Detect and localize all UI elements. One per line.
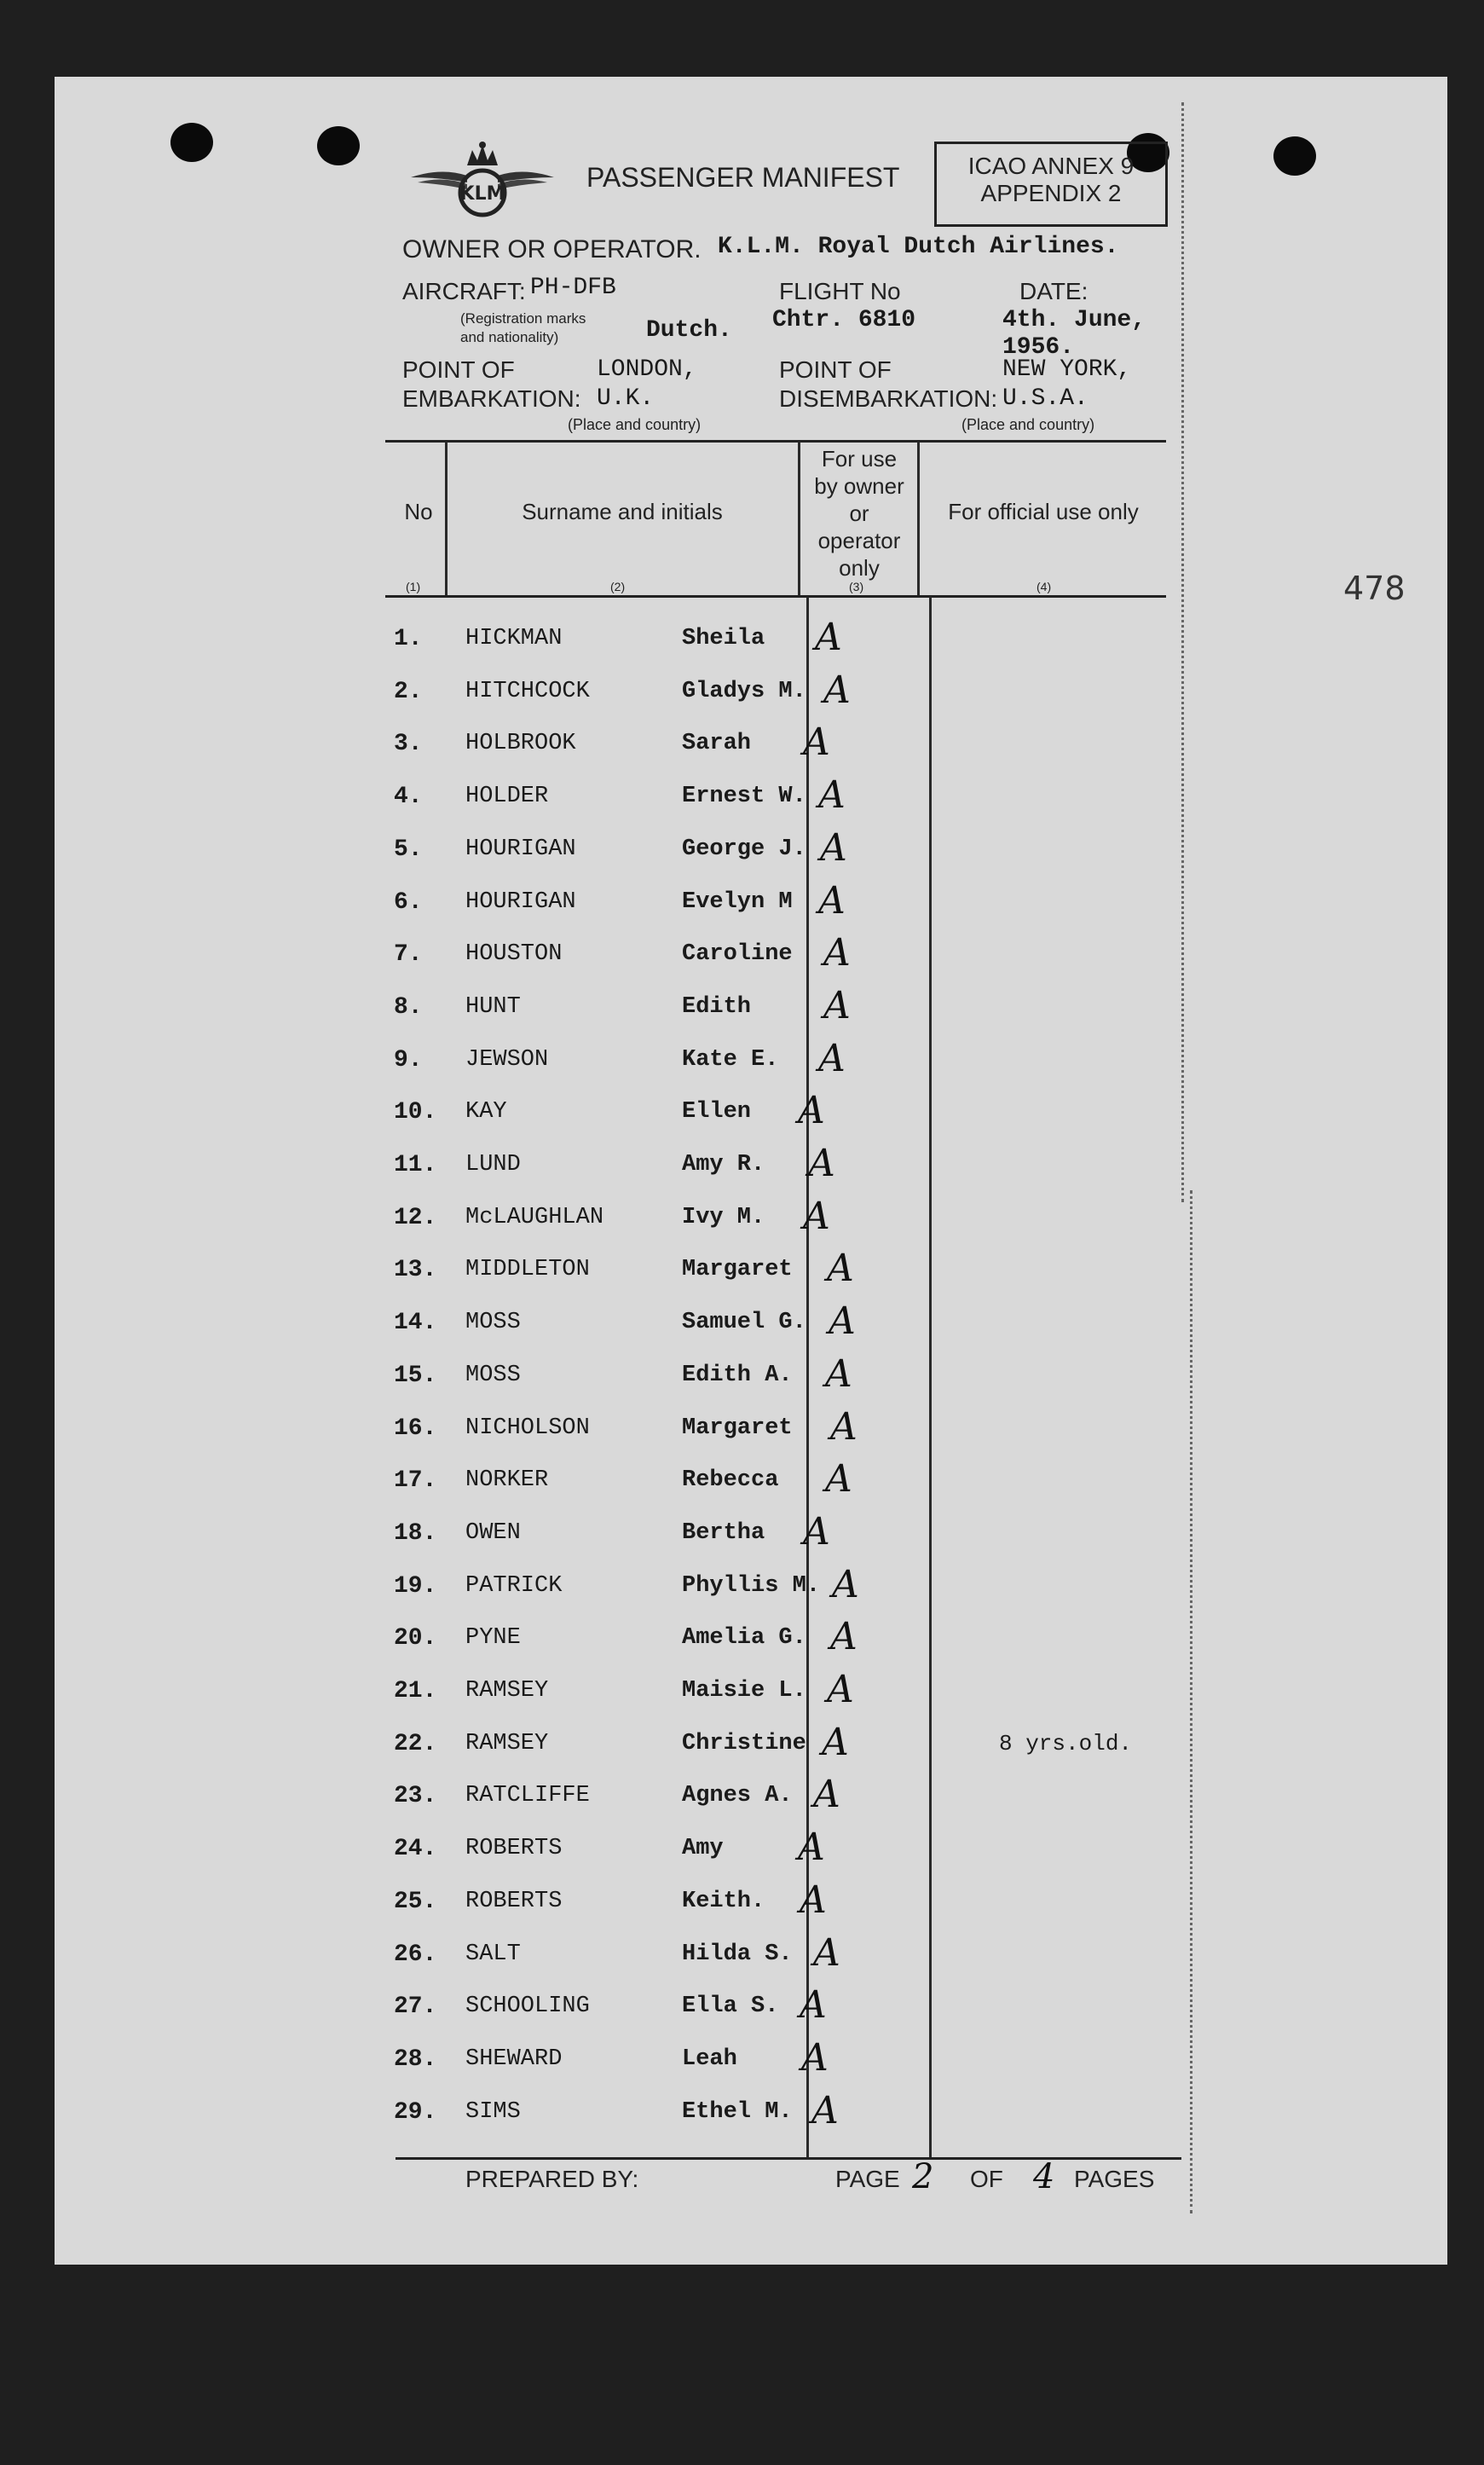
embarkation-country: U.K.	[597, 385, 655, 412]
icao-annex-line1: ICAO ANNEX 9	[967, 153, 1135, 179]
row-surname: HITCHCOCK	[465, 679, 590, 704]
row-number: 22.	[394, 1731, 437, 1757]
row-owner-mark: A	[798, 1089, 825, 1132]
row-given-name: Phyllis M.	[682, 1573, 821, 1599]
flight-value: Chtr. 6810	[772, 307, 916, 333]
col-header-owner-use-line3: or	[849, 501, 869, 526]
row-owner-mark: A	[830, 1405, 857, 1449]
col-header-owner-use-line5: only	[839, 555, 880, 581]
embarkation-label-2: EMBARKATION:	[402, 385, 581, 412]
table-row	[0, 1983, 1484, 2040]
table-row	[0, 1878, 1484, 1935]
row-number: 14.	[394, 1310, 437, 1336]
row-number: 6.	[394, 889, 423, 916]
table-row	[0, 668, 1484, 725]
table-row	[0, 1668, 1484, 1724]
date-label: DATE:	[1019, 278, 1088, 304]
row-number: 3.	[394, 731, 423, 757]
table-row	[0, 984, 1484, 1040]
row-number: 17.	[394, 1467, 437, 1494]
row-owner-mark: A	[823, 931, 851, 975]
row-owner-mark: A	[801, 2036, 829, 2080]
row-given-name: Samuel G.	[682, 1310, 806, 1335]
disembarkation-city: NEW YORK,	[1002, 356, 1132, 383]
punch-hole-left-2	[317, 126, 360, 165]
aircraft-nationality: Dutch.	[646, 317, 732, 344]
table-row	[0, 1142, 1484, 1198]
row-number: 16.	[394, 1415, 437, 1442]
row-given-name: Amy R.	[682, 1152, 765, 1178]
row-owner-mark: A	[818, 1037, 846, 1080]
row-owner-mark: A	[803, 1195, 830, 1238]
row-owner-mark: A	[813, 1931, 840, 1975]
table-row	[0, 1352, 1484, 1409]
row-owner-mark: A	[825, 1352, 852, 1396]
row-given-name: George J.	[682, 836, 806, 862]
disembarkation-label-2: DISEMBARKATION:	[779, 385, 998, 412]
row-surname: RATCLIFFE	[465, 1783, 590, 1808]
row-number: 1.	[394, 626, 423, 652]
row-surname: HOURIGAN	[465, 889, 576, 915]
col-header-owner-use-line4: operator	[817, 528, 901, 553]
row-given-name: Evelyn M	[682, 889, 793, 915]
row-surname: NORKER	[465, 1467, 549, 1493]
col-header-official: For official use only	[948, 499, 1139, 524]
row-surname: MIDDLETON	[465, 1257, 590, 1282]
row-number: 8.	[394, 994, 423, 1021]
date-line1: 4th. June,	[1002, 307, 1146, 333]
row-surname: HOLBROOK	[465, 731, 576, 756]
col-header-owner-use-line2: by owner	[814, 473, 904, 499]
row-number: 2.	[394, 679, 423, 705]
row-surname: ROBERTS	[465, 1889, 563, 1914]
row-number: 5.	[394, 836, 423, 863]
row-owner-mark: A	[800, 1983, 827, 2027]
row-given-name: Rebecca	[682, 1467, 779, 1493]
row-number: 29.	[394, 2099, 437, 2126]
row-owner-mark: A	[798, 1826, 825, 1869]
svg-text:KLM: KLM	[459, 183, 505, 205]
row-surname: HOLDER	[465, 784, 549, 809]
row-surname: McLAUGHLAN	[465, 1205, 604, 1230]
col-header-name: Surname and initials	[522, 499, 723, 524]
column-divider-3-head	[917, 442, 920, 595]
table-row	[0, 720, 1484, 777]
page-value: 2	[912, 2157, 934, 2196]
embarkation-note: (Place and country)	[568, 416, 702, 433]
row-number: 9.	[394, 1047, 423, 1073]
row-given-name: Edith	[682, 994, 752, 1020]
row-number: 25.	[394, 1889, 437, 1915]
row-surname: HICKMAN	[465, 626, 563, 651]
row-number: 26.	[394, 1941, 437, 1968]
row-surname: JEWSON	[465, 1047, 549, 1073]
row-number: 15.	[394, 1363, 437, 1389]
table-row	[0, 879, 1484, 935]
row-number: 4.	[394, 784, 423, 810]
row-surname: PATRICK	[465, 1573, 563, 1599]
row-surname: OWEN	[465, 1520, 521, 1546]
row-surname: HOURIGAN	[465, 836, 576, 862]
col-number-4: (4)	[1036, 580, 1052, 593]
row-surname: NICHOLSON	[465, 1415, 590, 1441]
table-row	[0, 1826, 1484, 1882]
row-given-name: Bertha	[682, 1520, 765, 1546]
row-owner-mark: A	[803, 720, 830, 764]
table-row	[0, 1457, 1484, 1513]
table-row	[0, 1037, 1484, 1093]
row-number: 23.	[394, 1783, 437, 1809]
row-number: 7.	[394, 941, 423, 968]
column-divider-2-head	[798, 442, 800, 595]
row-number: 27.	[394, 1993, 437, 2020]
owner-value: K.L.M. Royal Dutch Airlines.	[718, 234, 1119, 260]
disembarkation-note: (Place and country)	[961, 416, 1095, 433]
row-owner-mark: A	[823, 668, 851, 712]
table-row	[0, 616, 1484, 672]
row-surname: SIMS	[465, 2099, 521, 2125]
disembarkation-label-1: POINT OF	[779, 356, 892, 383]
row-given-name: Caroline	[682, 941, 793, 967]
row-surname: RAMSEY	[465, 1678, 549, 1704]
row-owner-mark: A	[818, 773, 846, 817]
col-header-owner-use	[801, 445, 917, 582]
table-row	[0, 1563, 1484, 1619]
row-given-name: Ellen	[682, 1099, 752, 1125]
table-row	[0, 826, 1484, 882]
row-owner-mark: A	[830, 1615, 857, 1658]
row-owner-mark: A	[832, 1563, 859, 1606]
of-label: OF	[970, 2166, 1003, 2192]
row-given-name: Keith.	[682, 1889, 765, 1914]
row-surname: HOUSTON	[465, 941, 563, 967]
disembarkation-country: U.S.A.	[1002, 385, 1088, 412]
punch-hole-right-2	[1273, 136, 1316, 176]
row-number: 12.	[394, 1205, 437, 1231]
row-number: 18.	[394, 1520, 437, 1547]
table-row	[0, 1195, 1484, 1251]
row-surname: RAMSEY	[465, 1731, 549, 1756]
row-number: 19.	[394, 1573, 437, 1600]
row-number: 13.	[394, 1257, 437, 1283]
owner-label: OWNER OR OPERATOR.	[402, 235, 702, 263]
col-number-1: (1)	[406, 580, 421, 593]
row-given-name: Agnes A.	[682, 1783, 793, 1808]
aircraft-note-2: and nationality)	[460, 329, 559, 345]
row-given-name: Gladys M.	[682, 679, 806, 704]
row-given-name: Edith A.	[682, 1363, 793, 1388]
page-label: PAGE	[835, 2166, 900, 2192]
row-number: 10.	[394, 1099, 437, 1125]
row-official-note: 8 yrs.old.	[999, 1731, 1133, 1756]
aircraft-label: AIRCRAFT:	[402, 278, 526, 304]
col-header-owner-use-line1: For use	[821, 446, 898, 472]
row-owner-mark: A	[811, 2089, 839, 2132]
table-row	[0, 2089, 1484, 2145]
pages-label: PAGES	[1074, 2166, 1155, 2192]
row-given-name: Ethel M.	[682, 2099, 793, 2125]
row-given-name: Amy	[682, 1836, 724, 1861]
row-owner-mark: A	[803, 1510, 830, 1554]
table-row	[0, 1615, 1484, 1671]
row-owner-mark: A	[822, 1721, 849, 1764]
col-number-3: (3)	[849, 580, 864, 593]
row-owner-mark: A	[823, 984, 851, 1027]
aircraft-value: PH-DFB	[530, 275, 616, 301]
row-given-name: Sarah	[682, 731, 752, 756]
row-number: 11.	[394, 1152, 437, 1178]
row-given-name: Amelia G.	[682, 1625, 806, 1651]
row-surname: MOSS	[465, 1310, 521, 1335]
row-given-name: Margaret	[682, 1257, 793, 1282]
icao-annex-line2: APPENDIX 2	[980, 180, 1122, 206]
col-header-no: No	[404, 499, 433, 524]
row-owner-mark: A	[827, 1247, 854, 1290]
row-owner-mark: A	[825, 1457, 852, 1501]
table-row	[0, 1247, 1484, 1303]
klm-crown-logo	[407, 142, 557, 223]
table-top-rule	[385, 440, 1166, 443]
row-given-name: Kate E.	[682, 1047, 779, 1073]
row-surname: HUNT	[465, 994, 521, 1020]
table-row	[0, 2036, 1484, 2092]
table-row	[0, 1931, 1484, 1988]
row-surname: LUND	[465, 1152, 521, 1178]
table-row	[0, 931, 1484, 987]
row-owner-mark: A	[808, 1142, 835, 1185]
row-owner-mark: A	[813, 1773, 840, 1816]
row-owner-mark: A	[827, 1668, 854, 1711]
row-given-name: Hilda S.	[682, 1941, 793, 1967]
table-row	[0, 1299, 1484, 1356]
table-row	[0, 1510, 1484, 1566]
row-surname: SALT	[465, 1941, 521, 1967]
row-number: 20.	[394, 1625, 437, 1652]
row-owner-mark: A	[818, 879, 846, 923]
row-surname: SHEWARD	[465, 2046, 563, 2072]
row-number: 24.	[394, 1836, 437, 1862]
row-owner-mark: A	[800, 1878, 827, 1922]
flight-label: FLIGHT No	[779, 278, 901, 304]
row-given-name: Sheila	[682, 626, 765, 651]
row-given-name: Ernest W.	[682, 784, 806, 809]
row-owner-mark: A	[829, 1299, 856, 1343]
row-given-name: Ivy M.	[682, 1205, 765, 1230]
row-owner-mark: A	[815, 616, 842, 659]
row-surname: MOSS	[465, 1363, 521, 1388]
table-row	[0, 1089, 1484, 1145]
row-number: 28.	[394, 2046, 437, 2073]
icao-annex-box	[934, 142, 1168, 227]
table-row	[0, 1405, 1484, 1461]
col-number-2: (2)	[610, 580, 626, 593]
row-surname: KAY	[465, 1099, 507, 1125]
date-line2: 1956.	[1002, 334, 1075, 361]
row-surname: PYNE	[465, 1625, 521, 1651]
row-number: 21.	[394, 1678, 437, 1704]
row-given-name: Margaret	[682, 1415, 793, 1441]
row-given-name: Maisie L.	[682, 1678, 806, 1704]
row-surname: ROBERTS	[465, 1836, 563, 1861]
table-row	[0, 773, 1484, 830]
row-surname: SCHOOLING	[465, 1993, 590, 2019]
table-row	[0, 1721, 1484, 1777]
prepared-by-label: PREPARED BY:	[465, 2166, 639, 2192]
row-owner-mark: A	[820, 826, 847, 870]
document-title: PASSENGER MANIFEST	[586, 162, 900, 193]
punch-hole-left-1	[170, 123, 213, 162]
row-given-name: Christine	[682, 1731, 806, 1756]
table-row	[0, 1773, 1484, 1829]
aircraft-note-1: (Registration marks	[460, 310, 586, 327]
embarkation-label-1: POINT OF	[402, 356, 515, 383]
row-given-name: Ella S.	[682, 1993, 779, 2019]
page-stamp-number: 478	[1343, 570, 1406, 607]
embarkation-city: LONDON,	[597, 356, 697, 383]
column-divider-1	[445, 442, 448, 595]
total-pages-value: 4	[1033, 2157, 1055, 2196]
header-bottom-rule	[385, 595, 1166, 598]
row-given-name: Leah	[682, 2046, 737, 2072]
table-bottom-rule	[396, 2157, 1181, 2160]
